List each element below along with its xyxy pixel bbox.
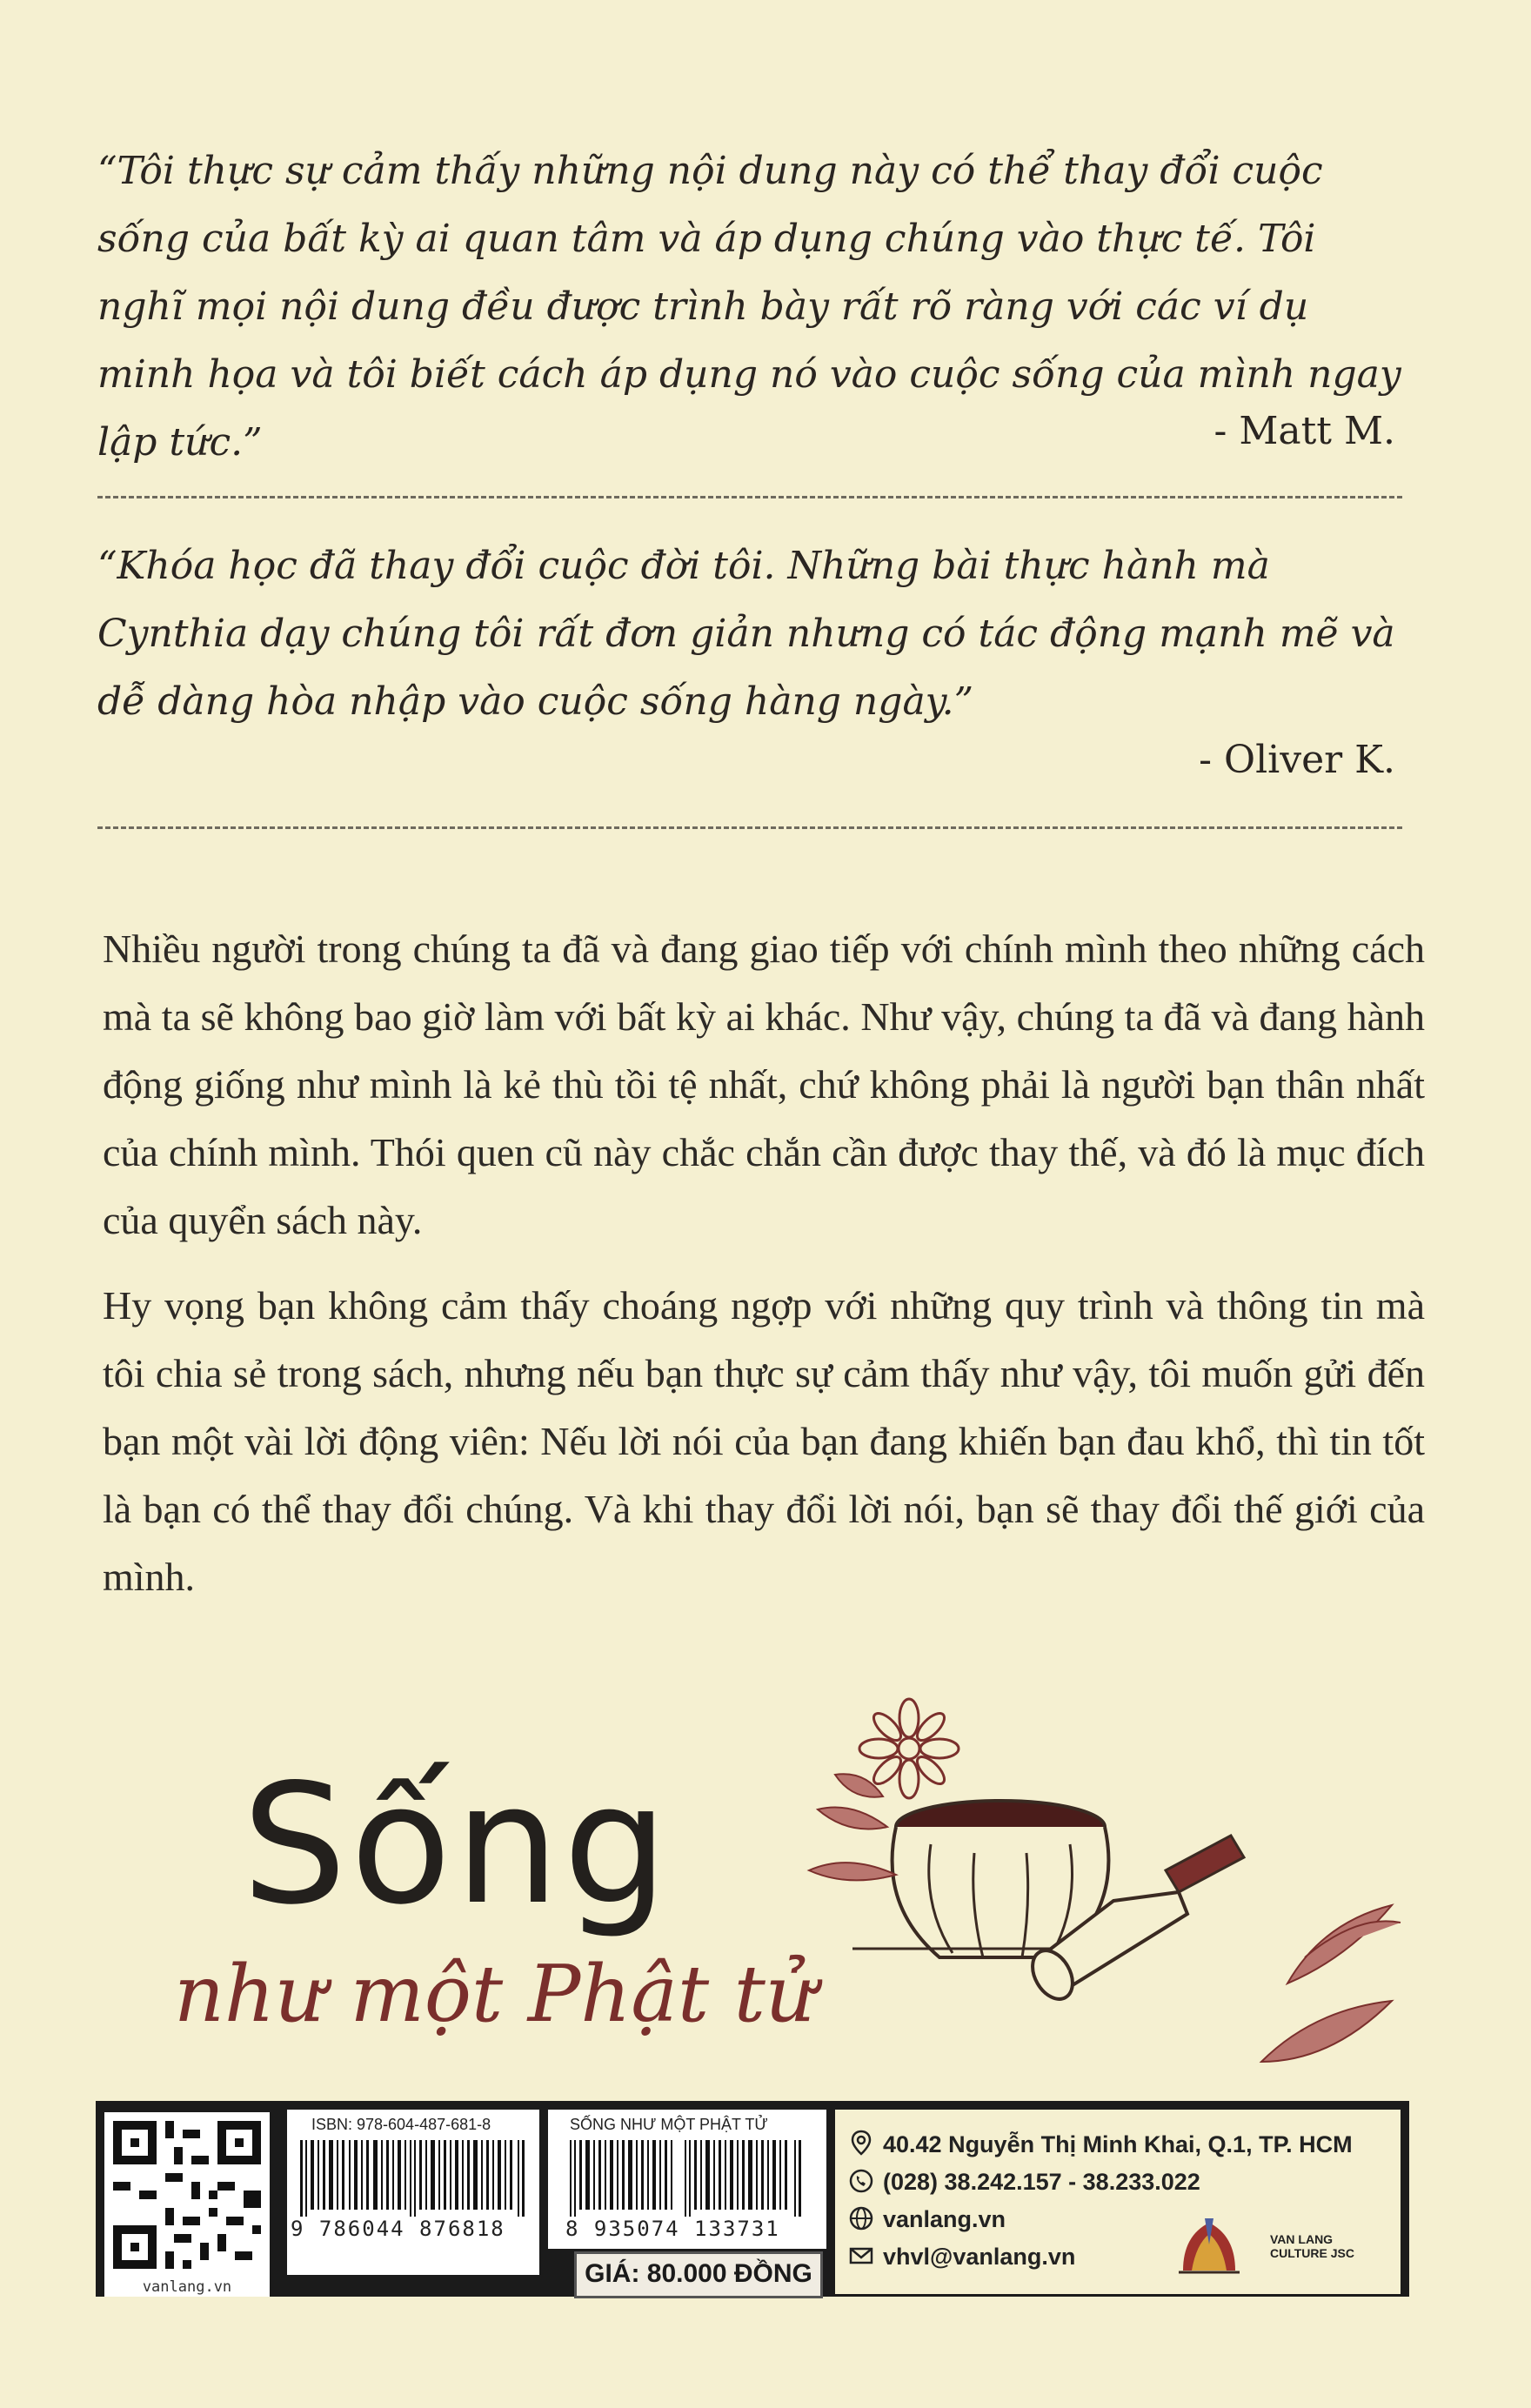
isbn-digits: 9 786044 876818: [291, 2217, 505, 2241]
flower-icon: [859, 1699, 959, 1798]
publisher-logo-label: VAN LANG CULTURE JSC: [1270, 2232, 1354, 2260]
qr-code[interactable]: [104, 2112, 270, 2278]
book-title: Sống: [242, 1749, 672, 1941]
testimonial-quote-2: [97, 532, 1411, 736]
publisher-email[interactable]: vhvl@vanlang.vn: [883, 2244, 1076, 2270]
book-title-label: SỐNG NHƯ MỘT PHẬT TỬ: [570, 2116, 768, 2133]
description-paragraph: Nhiều người trong chúng ta đã và đang giao tiếp với chính mình theo những cách mà ta sẽ không bao giờ làm với bất kỳ ai khác. Như vậy, chúng ta đã và đang hành động giống như mình là kẻ thù tồi tệ nhất, chứ không phải là người bạn thân nhất của chính mình. Thói quen cũ này chắc chắn cần được thay thế, và đó là mục đích của quyển sách này.: [103, 926, 1425, 1242]
quote-author: - Oliver K.: [1199, 738, 1395, 782]
phone-icon: [848, 2168, 874, 2194]
book-subtitle: như một Phật tử: [174, 1949, 816, 2040]
mail-icon: [848, 2243, 874, 2269]
price-tag: GIÁ: 80.000 ĐỒNG: [574, 2251, 823, 2298]
description-text: [103, 915, 1425, 1629]
ean-digits: 8 935074 133731: [565, 2217, 780, 2241]
description-paragraph: Hy vọng bạn không cảm thấy choáng ngợp với những quy trình và thông tin mà tôi chia sẻ trong sách, nhưng nếu bạn thực sự cảm thấy như vậy, tôi muốn gửi đến bạn một vài lời động viên: Nếu lời nói của bạn đang khiến bạn đau khổ, thì tin tốt là bạn có thể thay đổi chúng. Và khi thay đổi lời nói, bạn sẽ thay đổi thế giới của mình.: [103, 1283, 1425, 1599]
globe-icon: [848, 2205, 874, 2231]
dashed-divider: [97, 496, 1402, 498]
singing-bowl-illustration: [800, 1696, 1409, 2097]
dashed-divider: [97, 826, 1402, 829]
ean-barcode: [570, 2140, 805, 2217]
isbn-barcode: [300, 2140, 526, 2217]
publisher-address: 40.42 Nguyễn Thị Minh Khai, Q.1, TP. HCM: [883, 2131, 1353, 2157]
publisher-phone: (028) 38.242.157 - 38.233.022: [883, 2169, 1200, 2195]
quote-text: “Tôi thực sự cảm thấy những nội dung này có thể thay đổi cuộc sống của bất kỳ ai quan tâm và áp dụng chúng vào thực tế. Tôi nghĩ mọi nội dung đều được trình bày rất rõ ràng với các ví dụ minh họa và tôi biết cách áp dụng nó vào cuộc sống của mình ngay lập tức.”: [97, 149, 1401, 465]
quote-text: “Khóa học đã thay đổi cuộc đời tôi. Những bài thực hành mà Cynthia dạy chúng tôi rất đơn giản nhưng có tác động mạnh mẽ và dễ dàng hòa nhập vào cuộc sống hàng ngày.”: [97, 544, 1395, 724]
location-pin-icon: [848, 2130, 874, 2156]
isbn-label: ISBN: 978-604-487-681-8: [311, 2116, 491, 2133]
publisher-website[interactable]: vanlang.vn: [883, 2206, 1006, 2232]
qr-url-label: vanlang.vn: [104, 2278, 270, 2297]
quote-author: - Matt M.: [1213, 409, 1395, 453]
leaf-icon: [809, 1774, 896, 1880]
leaf-icon: [1261, 1905, 1401, 2062]
